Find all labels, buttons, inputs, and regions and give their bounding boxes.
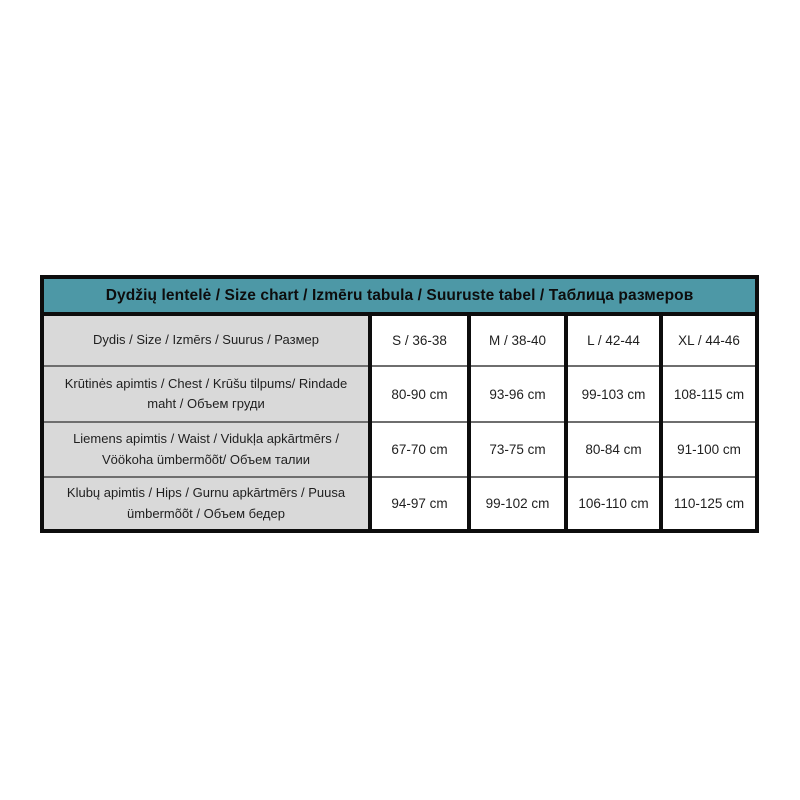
size-row-label: Dydis / Size / Izmērs / Suurus / Размер (42, 314, 370, 366)
table-row-hips (42, 477, 757, 531)
waist-value-xl: 91-100 cm (661, 422, 757, 477)
size-col-xl: XL / 44-46 (661, 314, 757, 366)
hips-row-label: Klubų apimtis / Hips / Gurnu apkārtmērs / Puusa ümbermõõt / Объем бедер (42, 477, 370, 531)
hips-value-xl: 110-125 cm (661, 477, 757, 531)
hips-value-l: 106-110 cm (566, 477, 661, 531)
chest-value-xl: 108-115 cm (661, 366, 757, 422)
table-row-chest (42, 366, 757, 422)
hips-value-m: 99-102 cm (469, 477, 566, 531)
table-title: Dydžių lentelė / Size chart / Izmēru tabula / Suuruste tabel / Таблица размеров (42, 277, 757, 314)
waist-value-l: 80-84 cm (566, 422, 661, 477)
chest-value-l: 99-103 cm (566, 366, 661, 422)
chest-value-s: 80-90 cm (370, 366, 469, 422)
chest-value-m: 93-96 cm (469, 366, 566, 422)
size-chart-container (40, 275, 759, 533)
size-col-s: S / 36-38 (370, 314, 469, 366)
hips-value-s: 94-97 cm (370, 477, 469, 531)
size-col-m: M / 38-40 (469, 314, 566, 366)
chest-row-label: Krūtinės apimtis / Chest / Krūšu tilpums/ Rindade maht / Объем груди (42, 366, 370, 422)
table-row-sizes (42, 314, 757, 366)
waist-value-s: 67-70 cm (370, 422, 469, 477)
size-col-l: L / 42-44 (566, 314, 661, 366)
size-chart-table (40, 275, 759, 533)
waist-row-label: Liemens apimtis / Waist / Vidukļa apkārtmērs / Vöökoha ümbermõõt/ Объем талии (42, 422, 370, 477)
table-title-row (42, 277, 757, 314)
waist-value-m: 73-75 cm (469, 422, 566, 477)
table-row-waist (42, 422, 757, 477)
